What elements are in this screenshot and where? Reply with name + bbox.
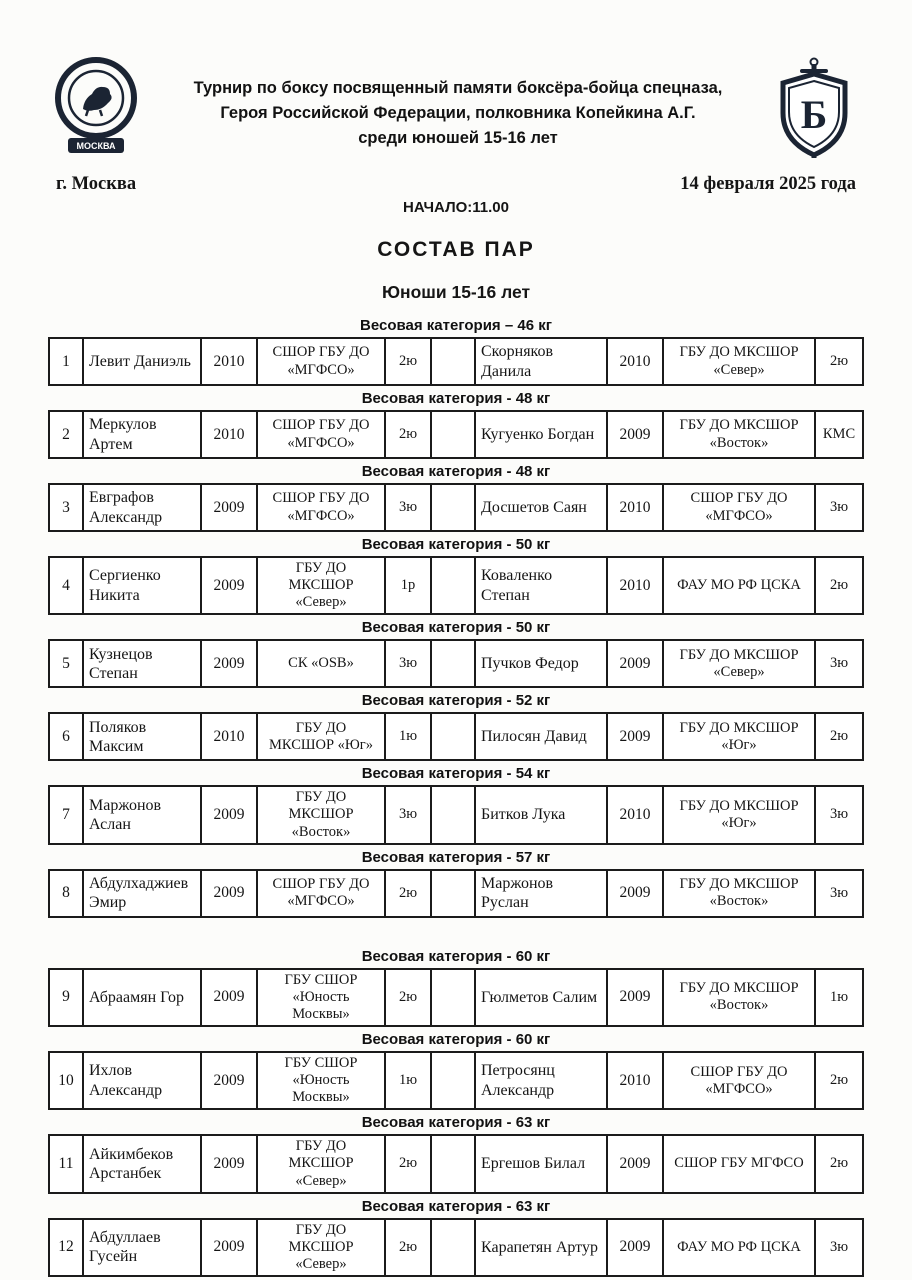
blue-year: 2010 [607,557,663,614]
red-club: СК «OSB» [257,640,385,687]
table-row [49,411,863,458]
page-subtitle: Юноши 15-16 лет [381,282,531,302]
blue-name: Маржонов Руслан [475,870,607,917]
bout-number: 1 [49,338,83,385]
weight-category-header: Весовая категория - 50 кг [361,619,551,637]
shield-sword-icon [774,56,854,160]
blue-year: 2009 [607,969,663,1026]
blue-name: Досшетов Саян [475,484,607,531]
red-rank: 2ю [385,1135,431,1192]
red-rank: 1ю [385,1052,431,1109]
bout-number: 8 [49,870,83,917]
red-name: Поляков Максим [83,713,201,760]
blue-year: 2010 [607,1052,663,1109]
tournament-title-line-3: среди юношей 15-16 лет [358,128,558,147]
bout-table [48,1218,864,1277]
bout-block [48,461,864,532]
blue-club: ГБУ ДО МКСШОР «Юг» [663,713,815,760]
city-date-row [48,174,864,195]
red-club: СШОР ГБУ ДО «МГФСО» [257,484,385,531]
table-row [49,713,863,760]
blue-rank: КМС [815,411,863,458]
bout-table [48,337,864,386]
tournament-title [142,56,774,150]
blue-rank: 2ю [815,1135,863,1192]
weight-category-header: Весовая категория – 46 кг [360,317,552,334]
weight-category-header: Весовая категория - 48 кг [361,463,551,480]
bout-table [48,968,864,1027]
red-year: 2010 [201,338,257,385]
bout-block [48,617,864,688]
blue-club: ФАУ МО РФ ЦСКА [663,557,815,614]
blue-club: ГБУ ДО МКСШОР «Восток» [663,870,815,917]
blue-name: Пилосян Давид [475,713,607,760]
weight-category-header: Весовая категория - 60 кг [361,947,551,965]
bouts-list [48,315,864,1277]
red-name: Кузнецов Степан [83,640,201,687]
table-row [49,1135,863,1192]
bout-number: 10 [49,1052,83,1109]
gap-cell [431,411,475,458]
bout-number: 11 [49,1135,83,1192]
blue-club: ГБУ ДО МКСШОР «Юг» [663,786,815,843]
red-club: ГБУ ДО МКСШОР «Север» [257,1135,385,1192]
table-row [49,338,863,385]
bout-table [48,556,864,615]
gap-cell [431,969,475,1026]
bout-table [48,869,864,918]
red-year: 2009 [201,1052,257,1109]
federation-emblem-icon [50,56,142,156]
blue-rank: 3ю [815,870,863,917]
bout-block [48,388,864,459]
bout-number: 5 [49,640,83,687]
blue-year: 2009 [607,713,663,760]
bout-block [48,847,864,918]
blue-year: 2009 [607,411,663,458]
weight-category-header: Весовая категория - 63 кг [361,1197,551,1215]
red-year: 2009 [201,1135,257,1192]
blue-name: Скорняков Данила [475,338,607,385]
red-rank: 3ю [385,786,431,843]
red-club: ГБУ ДО МКСШОР «Север» [257,1219,385,1276]
weight-category-header: Весовая категория - 63 кг [361,1114,551,1132]
table-row [49,870,863,917]
red-rank: 1ю [385,713,431,760]
bout-block [48,1196,864,1277]
gap-cell [431,1219,475,1276]
red-name: Евграфов Александр [83,484,201,531]
red-name: Абраамян Гор [83,969,201,1026]
gap-cell [431,338,475,385]
red-rank: 2ю [385,411,431,458]
red-club: ГБУ ДО МКСШОР «Восток» [257,786,385,843]
tournament-title-line-2: Героя Российской Федерации, полковника Копейкина А.Г. [220,103,696,122]
bout-table [48,483,864,532]
blue-club: ГБУ ДО МКСШОР «Восток» [663,969,815,1026]
shield-monogram: Б [800,92,828,137]
gap-cell [431,786,475,843]
gap-cell [431,1052,475,1109]
red-year: 2009 [201,484,257,531]
blue-year: 2009 [607,1219,663,1276]
blue-year: 2010 [607,338,663,385]
bout-number: 9 [49,969,83,1026]
gap-cell [431,713,475,760]
gap-cell [431,640,475,687]
bout-table [48,639,864,688]
red-year: 2009 [201,640,257,687]
red-rank: 1р [385,557,431,614]
weight-category-header: Весовая категория - 52 кг [361,692,551,710]
bout-block [48,946,864,1027]
red-rank: 2ю [385,969,431,1026]
red-rank: 3ю [385,640,431,687]
bout-block [48,690,864,761]
blue-name: Битков Лука [475,786,607,843]
blue-name: Кугуенко Богдан [475,411,607,458]
bout-block [48,1112,864,1193]
red-club: СШОР ГБУ ДО «МГФСО» [257,870,385,917]
bout-block [48,763,864,844]
blue-club: ГБУ ДО МКСШОР «Север» [663,640,815,687]
bout-table [48,1134,864,1193]
blue-year: 2009 [607,870,663,917]
bout-table [48,410,864,459]
red-club: ГБУ ДО МКСШОР «Юг» [257,713,385,760]
date-label: 14 февраля 2025 года [680,174,856,194]
bout-table [48,712,864,761]
blue-name: Пучков Федор [475,640,607,687]
red-year: 2009 [201,786,257,843]
red-name: Маржонов Аслан [83,786,201,843]
red-name: Айкимбеков Арстанбек [83,1135,201,1192]
blue-rank: 2ю [815,338,863,385]
blue-rank: 3ю [815,786,863,843]
start-time-label: НАЧАЛО:11.00 [403,199,509,216]
gap-cell [431,484,475,531]
bout-block [48,1029,864,1110]
blue-rank: 2ю [815,713,863,760]
table-row [49,640,863,687]
blue-year: 2010 [607,484,663,531]
bout-number: 7 [49,786,83,843]
blue-rank: 3ю [815,640,863,687]
weight-category-header: Весовая категория - 50 кг [361,536,551,553]
weight-category-header: Весовая категория - 54 кг [361,765,551,783]
blue-year: 2009 [607,1135,663,1192]
red-club: ГБУ ДО МКСШОР «Север» [257,557,385,614]
red-year: 2009 [201,969,257,1026]
red-rank: 3ю [385,484,431,531]
blue-club: ФАУ МО РФ ЦСКА [663,1219,815,1276]
bout-block [48,534,864,615]
red-rank: 2ю [385,870,431,917]
red-club: СШОР ГБУ ДО «МГФСО» [257,411,385,458]
table-row [49,484,863,531]
blue-name: Гюлметов Салим [475,969,607,1026]
red-year: 2010 [201,713,257,760]
blue-club: СШОР ГБУ МГФСО [663,1135,815,1192]
blue-rank: 3ю [815,484,863,531]
blue-year: 2010 [607,786,663,843]
red-name: Левит Даниэль [83,338,201,385]
table-row [49,1219,863,1276]
table-row [49,1052,863,1109]
red-name: Абдулхаджиев Эмир [83,870,201,917]
red-name: Ихлов Александр [83,1052,201,1109]
weight-category-header: Весовая категория - 48 кг [361,390,551,407]
document-header [48,56,864,160]
red-year: 2009 [201,870,257,917]
bout-number: 3 [49,484,83,531]
blue-name: Петросянц Александр [475,1052,607,1109]
moscow-boxing-federation-logo [50,56,142,156]
blue-club: ГБУ ДО МКСШОР «Восток» [663,411,815,458]
blue-club: СШОР ГБУ ДО «МГФСО» [663,484,815,531]
table-row [49,786,863,843]
blue-year: 2009 [607,640,663,687]
blue-name: Коваленко Степан [475,557,607,614]
logo-banner-text: МОСКВА [76,141,116,151]
bout-number: 12 [49,1219,83,1276]
blue-name: Ергешов Билал [475,1135,607,1192]
red-club: СШОР ГБУ ДО «МГФСО» [257,338,385,385]
bout-number: 4 [49,557,83,614]
bout-number: 6 [49,713,83,760]
city-label: г. Москва [56,174,137,194]
bout-table [48,785,864,844]
red-year: 2009 [201,1219,257,1276]
gap-cell [431,1135,475,1192]
red-year: 2009 [201,557,257,614]
bout-block [48,315,864,386]
blue-name: Карапетян Артур [475,1219,607,1276]
red-year: 2010 [201,411,257,458]
red-club: ГБУ СШОР «Юность Москвы» [257,1052,385,1109]
gap-cell [431,870,475,917]
red-name: Абдуллаев Гусейн [83,1219,201,1276]
blue-rank: 3ю [815,1219,863,1276]
red-rank: 2ю [385,338,431,385]
red-name: Меркулов Артем [83,411,201,458]
weight-category-header: Весовая категория - 57 кг [361,848,551,866]
table-row [49,557,863,614]
red-club: ГБУ СШОР «Юность Москвы» [257,969,385,1026]
gap-cell [431,557,475,614]
bout-table [48,1051,864,1110]
blue-club: СШОР ГБУ ДО «МГФСО» [663,1052,815,1109]
red-name: Сергиенко Никита [83,557,201,614]
blue-rank: 2ю [815,1052,863,1109]
shield-sword-emblem [774,56,854,160]
bout-number: 2 [49,411,83,458]
blue-rank: 2ю [815,557,863,614]
weight-category-header: Весовая категория - 60 кг [361,1030,551,1048]
table-row [49,969,863,1026]
blue-rank: 1ю [815,969,863,1026]
red-rank: 2ю [385,1219,431,1276]
tournament-title-line-1: Турнир по боксу посвященный памяти боксёра-бойца спецназа, [193,79,723,97]
blue-club: ГБУ ДО МКСШОР «Север» [663,338,815,385]
page-title: СОСТАВ ПАР [377,238,535,261]
